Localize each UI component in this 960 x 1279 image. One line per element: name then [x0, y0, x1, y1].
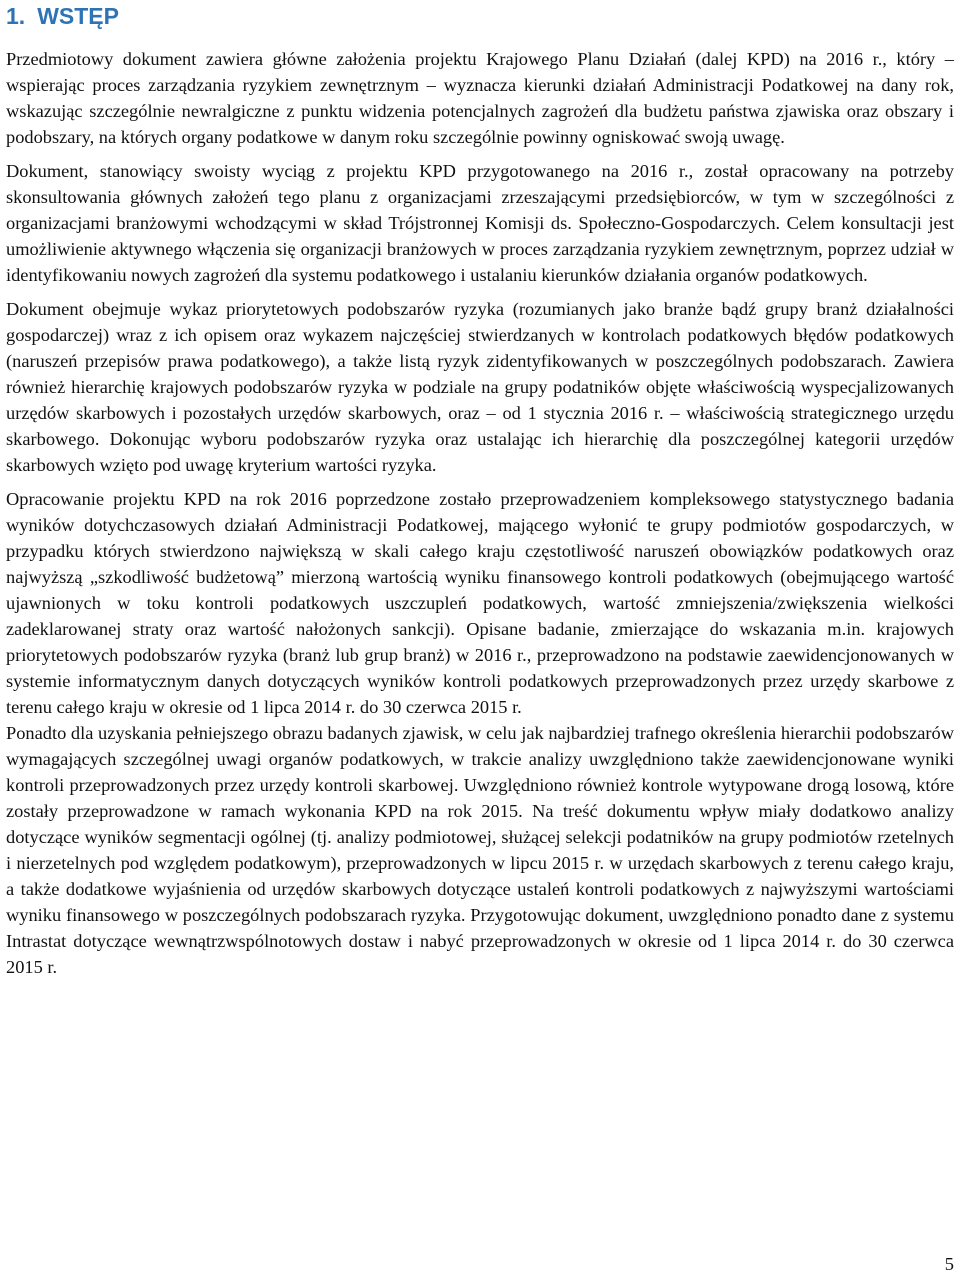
paragraph-study: Opracowanie projektu KPD na rok 2016 poprzedzone zostało przeprowadzeniem kompleksowego statystycznego badania wyników dotychczasowych działań Administracji Podatkowej, mającego wyłonić te grupy podmiotów gospodarczych, w przypadku których stwierdzono największą w skali całego kraju częstotliwość naruszeń obowiązków podatkowych oraz najwyższą „szkodliwość budżetową” mierzoną wartością wyniku finansowego kontroli podatkowych (obejmującego wartość ujawnionych w toku kontroli podatkowych uszczupleń podatkowych, wartość zmniejszenia/zwiększenia wielkości zadeklarowanej straty oraz wartość nałożonych sankcji). Opisane badanie, zmierzające do wskazania m.in. krajowych priorytetowych podobszarów ryzyka (branż lub grup branż) w 2016 r., przeprowadzono na podstawie zaewidencjonowanych w systemie informatycznym danych dotyczących wyników kontroli podatkowych przeprowadzonych przez urzędy skarbowe z terenu całego kraju w okresie od 1 lipca 2014 r. do 30 czerwca 2015 r. — [6, 489, 954, 717]
paragraph-intro: Przedmiotowy dokument zawiera główne założenia projektu Krajowego Planu Działań (dalej KPD) na 2016 r., który – wspierając proces zarządzania ryzykiem zewnętrznym – wyznacza kierunki działań Administracji Podatkowej na dany rok, wskazując szczególnie newralgiczne z punktu widzenia potencjalnych zagrożeń dla budżetu państwa zjawiska oraz obszary i podobszary, na których organy podatkowe w danym roku szczególnie powinny ogniskować swoją uwagę. — [6, 49, 954, 147]
section-title: WSTĘP — [37, 3, 119, 29]
body-text — [6, 46, 954, 980]
page-number: 5 — [944, 1254, 954, 1274]
paragraph-consultation: Dokument, stanowiący swoisty wyciąg z projektu KPD przygotowanego na 2016 r., został opracowany na potrzeby skonsultowania głównych założeń tego planu z organizacjami zrzeszającymi przedsiębiorców, w tym w szczególności z organizacjami branżowymi wchodzącymi w skład Trójstronnej Komisji ds. Społeczno-Gospodarczych. Celem konsultacji jest umożliwienie aktywnego włączenia się organizacji branżowych w proces zarządzania ryzykiem zewnętrznym, poprzez udział w identyfikowaniu nowych zagrożeń dla systemu podatkowego i ustalaniu kierunków działania organów podatkowych. — [6, 161, 954, 285]
paragraph-analysis: Ponadto dla uzyskania pełniejszego obrazu badanych zjawisk, w celu jak najbardziej trafnego określenia hierarchii podobszarów wymagających szczególnej uwagi organów podatkowych, w trakcie analizy uwzględniono także zaewidencjonowane wyniki kontroli przeprowadzonych przez urzędy kontroli skarbowej. Uwzględniono również kontrole wytypowane drogą losową, które zostały przeprowadzone w ramach wykonania KPD na rok 2015. Na treść dokumentu wpływ miały dodatkowo analizy dotyczące wyników segmentacji ogólnej (tj. analizy podmiotowej, służącej selekcji podatników na grupy podmiotów rzetelnych i nierzetelnych pod względem podatkowym), przeprowadzonych w lipcu 2015 r. w urzędach skarbowych z terenu całego kraju, a także dodatkowe wyjaśnienia od urzędów skarbowych dotyczące ustaleń kontroli podatkowych z najwyższymi wartościami wyniku finansowego w poszczególnych podobszarach ryzyka. Przygotowując dokument, uwzględniono ponadto dane z systemu Intrastat dotyczące wewnątrzwspólnotowych dostaw i nabyć przeprowadzonych w okresie od 1 lipca 2014 r. do 30 czerwca 2015 r. — [6, 723, 954, 977]
paragraph-scope: Dokument obejmuje wykaz priorytetowych podobszarów ryzyka (rozumianych jako branże bądź grupy branż działalności gospodarczej) wraz z ich opisem oraz wykazem najczęściej stwierdzanych w kontrolach podatkowych błędów podatkowych (naruszeń przepisów prawa podatkowego), a także listą ryzyk zidentyfikowanych w poszczególnych podobszarach. Zawiera również hierarchię krajowych podobszarów ryzyka w podziale na grupy podatników objęte właściwością wyspecjalizowanych urzędów skarbowych i pozostałych urzędów skarbowych, oraz – od 1 stycznia 2016 r. – właściwością strategicznego urzędu skarbowego. Dokonując wyboru podobszarów ryzyka oraz ustalając ich hierarchię dla poszczególnej kategorii urzędów skarbowych wzięto pod uwagę kryterium wartości ryzyka. — [6, 299, 954, 475]
section-heading — [6, 0, 954, 46]
section-number: 1. — [6, 3, 26, 29]
